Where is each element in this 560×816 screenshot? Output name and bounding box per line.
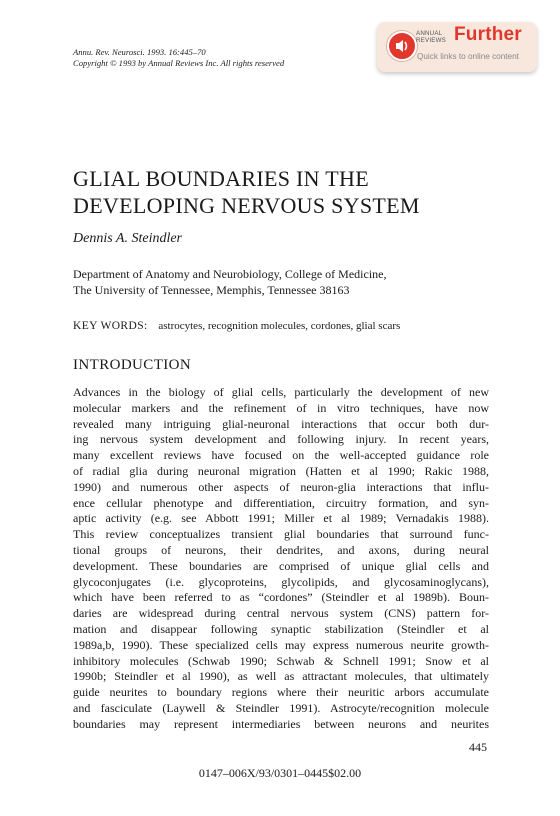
body-line: 1989a,b, 1990). These specialized cells may express numerous neurite growth-	[73, 637, 489, 652]
body-line: daries are widespread during central nervous system (CNS) pattern for-	[73, 606, 489, 621]
section-heading-introduction: INTRODUCTION	[73, 357, 192, 373]
affiliation-line-1: Department of Anatomy and Neurobiology, College of Medicine,	[73, 267, 387, 281]
body-line: ing nervous system development and following injury. In recent years,	[73, 432, 489, 447]
body-line: which have been referred to as “cordones” (Steindler et al 1989b). Boun-	[73, 590, 489, 605]
body-line: guide neurites to boundary regions where their neuritic arbors accumulate	[73, 685, 489, 700]
body-line: revealed many intriguing glial-neuronal interactions that occur both dur-	[73, 416, 489, 431]
annual-reviews-brand	[416, 30, 446, 44]
issn-price-line: 0147–006X/93/0301–0445$02.00	[198, 766, 362, 780]
further-links-badge[interactable]	[377, 22, 537, 72]
speaker-play-icon	[387, 31, 417, 61]
brand-line-2: REVIEWS	[416, 37, 446, 44]
body-line: Advances in the biology of glial cells, particularly the development of new	[73, 385, 489, 399]
quick-links-subtitle: Quick links to online content	[417, 52, 519, 61]
title-line-2: DEVELOPING NERVOUS SYSTEM	[73, 193, 420, 218]
body-line: molecular markers and the refinement of in vitro techniques, have now	[73, 400, 489, 415]
title-line-1: GLIAL BOUNDARIES IN THE	[73, 166, 369, 191]
body-line: boundaries may represent intermediaries between neurons and neurites	[73, 716, 489, 731]
body-line: glycoconjugates (i.e. glycoproteins, glycolipids, and glycosaminoglycans),	[73, 574, 489, 589]
body-line: ence cellular phenotype and differentiation, circuitry formation, and syn-	[73, 495, 489, 510]
citation-line-1: Annu. Rev. Neurosci. 1993. 16:445–70	[73, 47, 206, 57]
journal-citation	[73, 47, 284, 69]
body-line: 1990) and numerous other aspects of neuron-glia interactions that influ-	[73, 479, 489, 494]
body-line: This review conceptualizes transient glial boundaries that surround func-	[73, 527, 489, 542]
body-line: inhibitory molecules (Schwab 1990; Schwab & Schnell 1991; Snow et al	[73, 653, 489, 668]
body-line: development. These boundaries are comprised of unique glial cells and	[73, 558, 489, 573]
further-label: Further	[454, 24, 522, 45]
body-line: and fasciculate (Laywell & Steindler 1991). Astrocyte/recognition molecule	[73, 700, 489, 715]
citation-line-2: Copyright © 1993 by Annual Reviews Inc. All rights reserved	[73, 58, 285, 68]
keywords-list: astrocytes, recognition molecules, cordones, glial scars	[158, 320, 401, 332]
brand-line-1: ANNUAL	[416, 30, 443, 37]
body-line: many excellent reviews have focused on the well-accepted guidance role	[73, 448, 489, 463]
affiliation-line-2: The University of Tennessee, Memphis, Tennessee 38163	[73, 283, 350, 297]
body-line: mation and disappear following synaptic stabilization (Steindler et al	[73, 621, 489, 636]
body-line: aptic activity (e.g. see Abbott 1991; Miller et al 1989; Vernadakis 1988).	[73, 511, 489, 526]
introduction-body	[73, 385, 489, 733]
body-line: of radial glia during neuronal migration (Hatten et al 1990; Rakic 1988,	[73, 463, 489, 478]
author-name: Dennis A. Steindler	[73, 231, 183, 246]
article-title	[73, 165, 420, 219]
page-number: 445	[469, 740, 487, 754]
keywords-row	[73, 320, 400, 332]
keywords-label: KEY WORDS:	[73, 320, 148, 332]
body-line: 1990b; Steindler et al 1990), as well as attractant molecules, that ultimately	[73, 669, 489, 684]
body-line: tional groups of neurons, their dendrites, and axons, during neural	[73, 542, 489, 557]
author-affiliation	[73, 266, 386, 298]
